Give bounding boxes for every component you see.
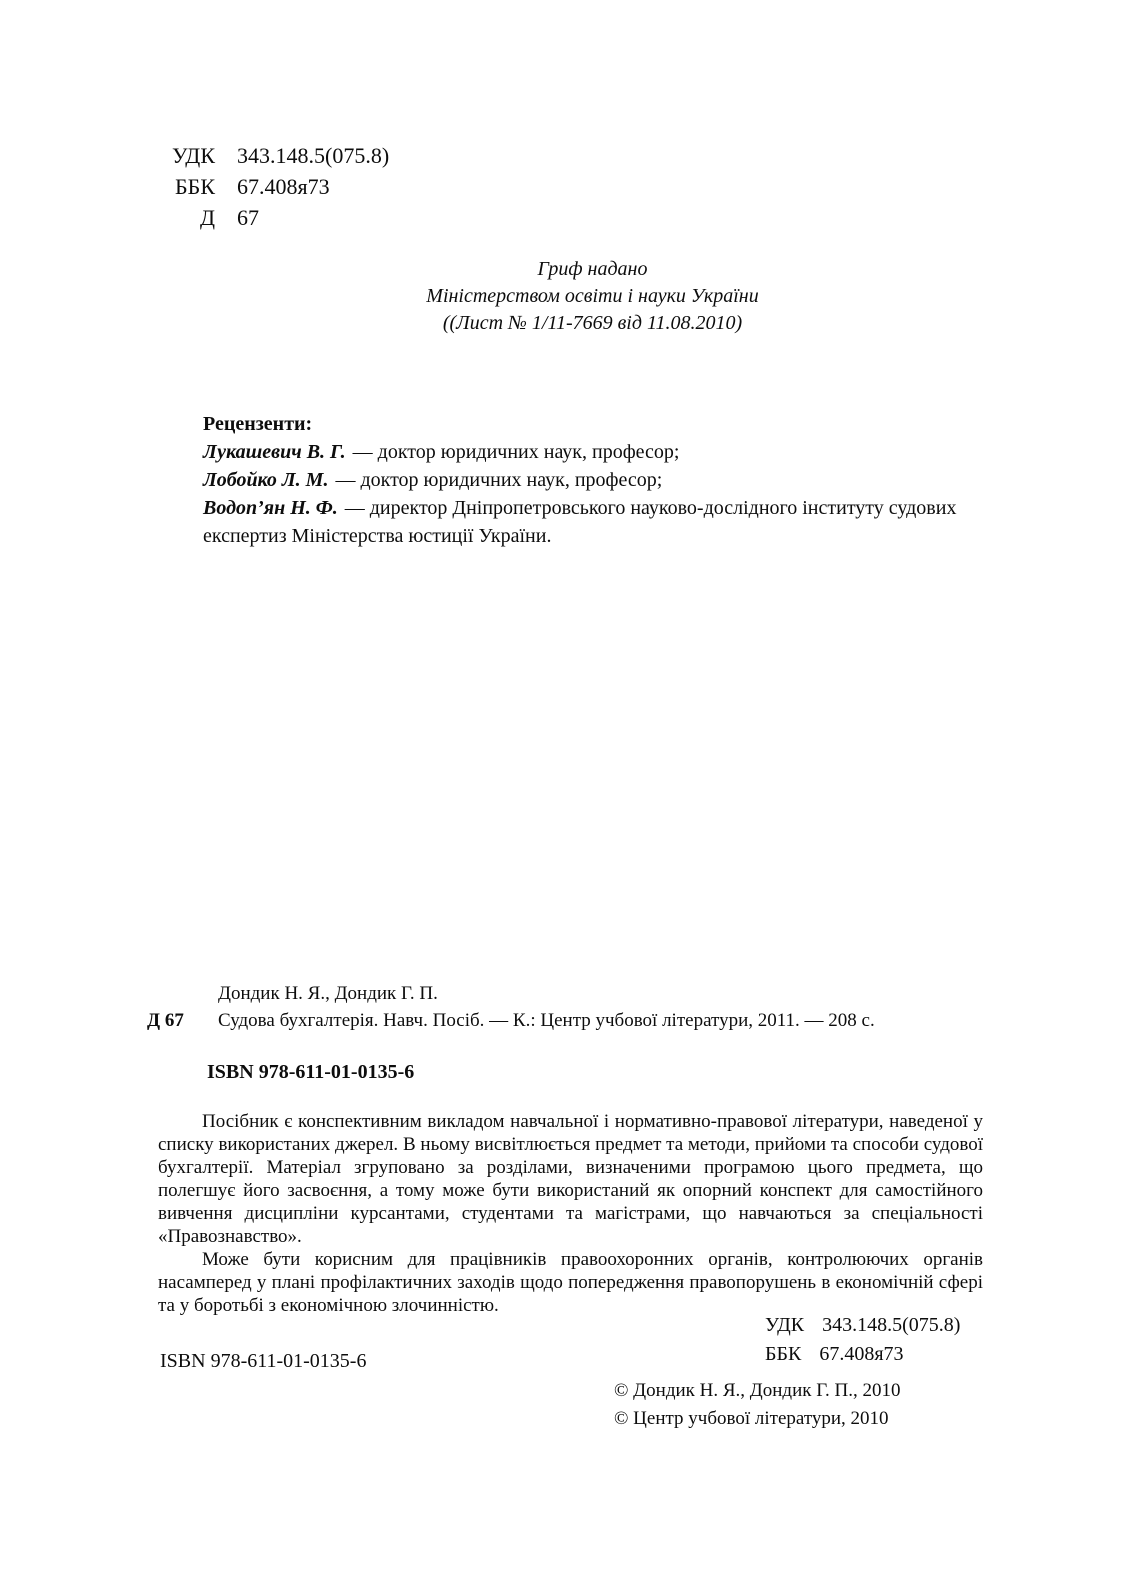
footer-bbk-label: ББК [765, 1343, 802, 1365]
reviewer-name: Лобойко Л. М. [203, 469, 329, 491]
footer-bbk-value: 67.408я73 [819, 1343, 904, 1365]
copyright-line-2: © Центр учбової літератури, 2010 [614, 1408, 889, 1429]
udk-label: УДК [171, 143, 215, 168]
catalog-code: Д 67 [147, 1010, 184, 1031]
bbk-row [163, 171, 389, 202]
footer-udk-row [765, 1311, 960, 1340]
footer-bbk-row [765, 1340, 960, 1369]
reviewer-name: Водоп’ян Н. Ф. [203, 497, 338, 519]
reviewer-item [203, 494, 1003, 550]
footer-udk-value: 343.148.5(075.8) [822, 1314, 961, 1336]
author-sign-value: 67 [237, 205, 259, 230]
reviewer-description: — доктор юридичних наук, професор; [352, 441, 680, 463]
annotation-block [158, 1110, 983, 1317]
reviewers-block [203, 410, 1003, 550]
reviewer-description: — директор Дніпропетровського науково-дослідного інституту судових експертиз Міністерства юстиції України. [203, 497, 957, 547]
annotation-paragraph-1: Посібник є конспективним викладом навчальної і нормативно-правової літератури, наведеної у списку використаних джерел. В ньому висвітлюється предмет та методи, прийоми та способи судової бухгалтерії. Матеріал згруповано за розділами, визначеними програмою цього предмета, що полегшує його засвоєння, а тому може бути використаний як опорний конспект для самостійного вивчення дисципліни курсантами, студентами та магістрами, що навчаються за спеціальності «Правознавство». [158, 1111, 983, 1247]
bbk-value: 67.408я73 [237, 174, 330, 199]
grant-note [170, 256, 1015, 337]
catalog-authors: Дондик Н. Я., Дондик Г. П. [218, 983, 438, 1004]
grant-line-3: ((Лист № 1/11-7669 від 11.08.2010) [442, 312, 743, 334]
reviewer-description: — доктор юридичних наук, професор; [335, 469, 663, 491]
catalog-entry-row [147, 1010, 992, 1032]
author-sign-label: Д [199, 205, 215, 230]
grant-line-1: Гриф надано [537, 258, 648, 280]
author-sign-row [163, 202, 389, 233]
copyright-block [614, 1377, 901, 1433]
reviewer-name: Лукашевич В. Г. [203, 441, 346, 463]
grant-line-2: Міністерством освіти і науки України [426, 285, 759, 307]
bbk-label: ББК [175, 174, 215, 199]
footer-udk-label: УДК [765, 1314, 805, 1336]
footer-classification-block [765, 1311, 960, 1369]
reviewers-heading: Рецензенти: [203, 413, 313, 435]
catalog-entry: Судова бухгалтерія. Навч. Посіб. — К.: Центр учбової літератури, 2011. — 208 с. [218, 1010, 875, 1031]
udk-value: 343.148.5(075.8) [237, 143, 390, 168]
copyright-line-1: © Дондик Н. Я., Дондик Г. П., 2010 [614, 1380, 901, 1401]
udk-row [163, 140, 389, 171]
annotation-paragraph-2: Може бути корисним для працівників правоохоронних органів, контролюючих органів насамперед у плані профілактичних заходів щодо попередження правопорушень в економічній сфері та у боротьбі з економічною злочинністю. [158, 1249, 983, 1316]
catalog-isbn: ISBN 978-611-01-0135-6 [207, 1061, 415, 1083]
footer-isbn: ISBN 978-611-01-0135-6 [160, 1350, 367, 1372]
reviewer-item [203, 466, 1003, 494]
reviewer-item [203, 438, 1003, 466]
classification-block [163, 140, 389, 233]
